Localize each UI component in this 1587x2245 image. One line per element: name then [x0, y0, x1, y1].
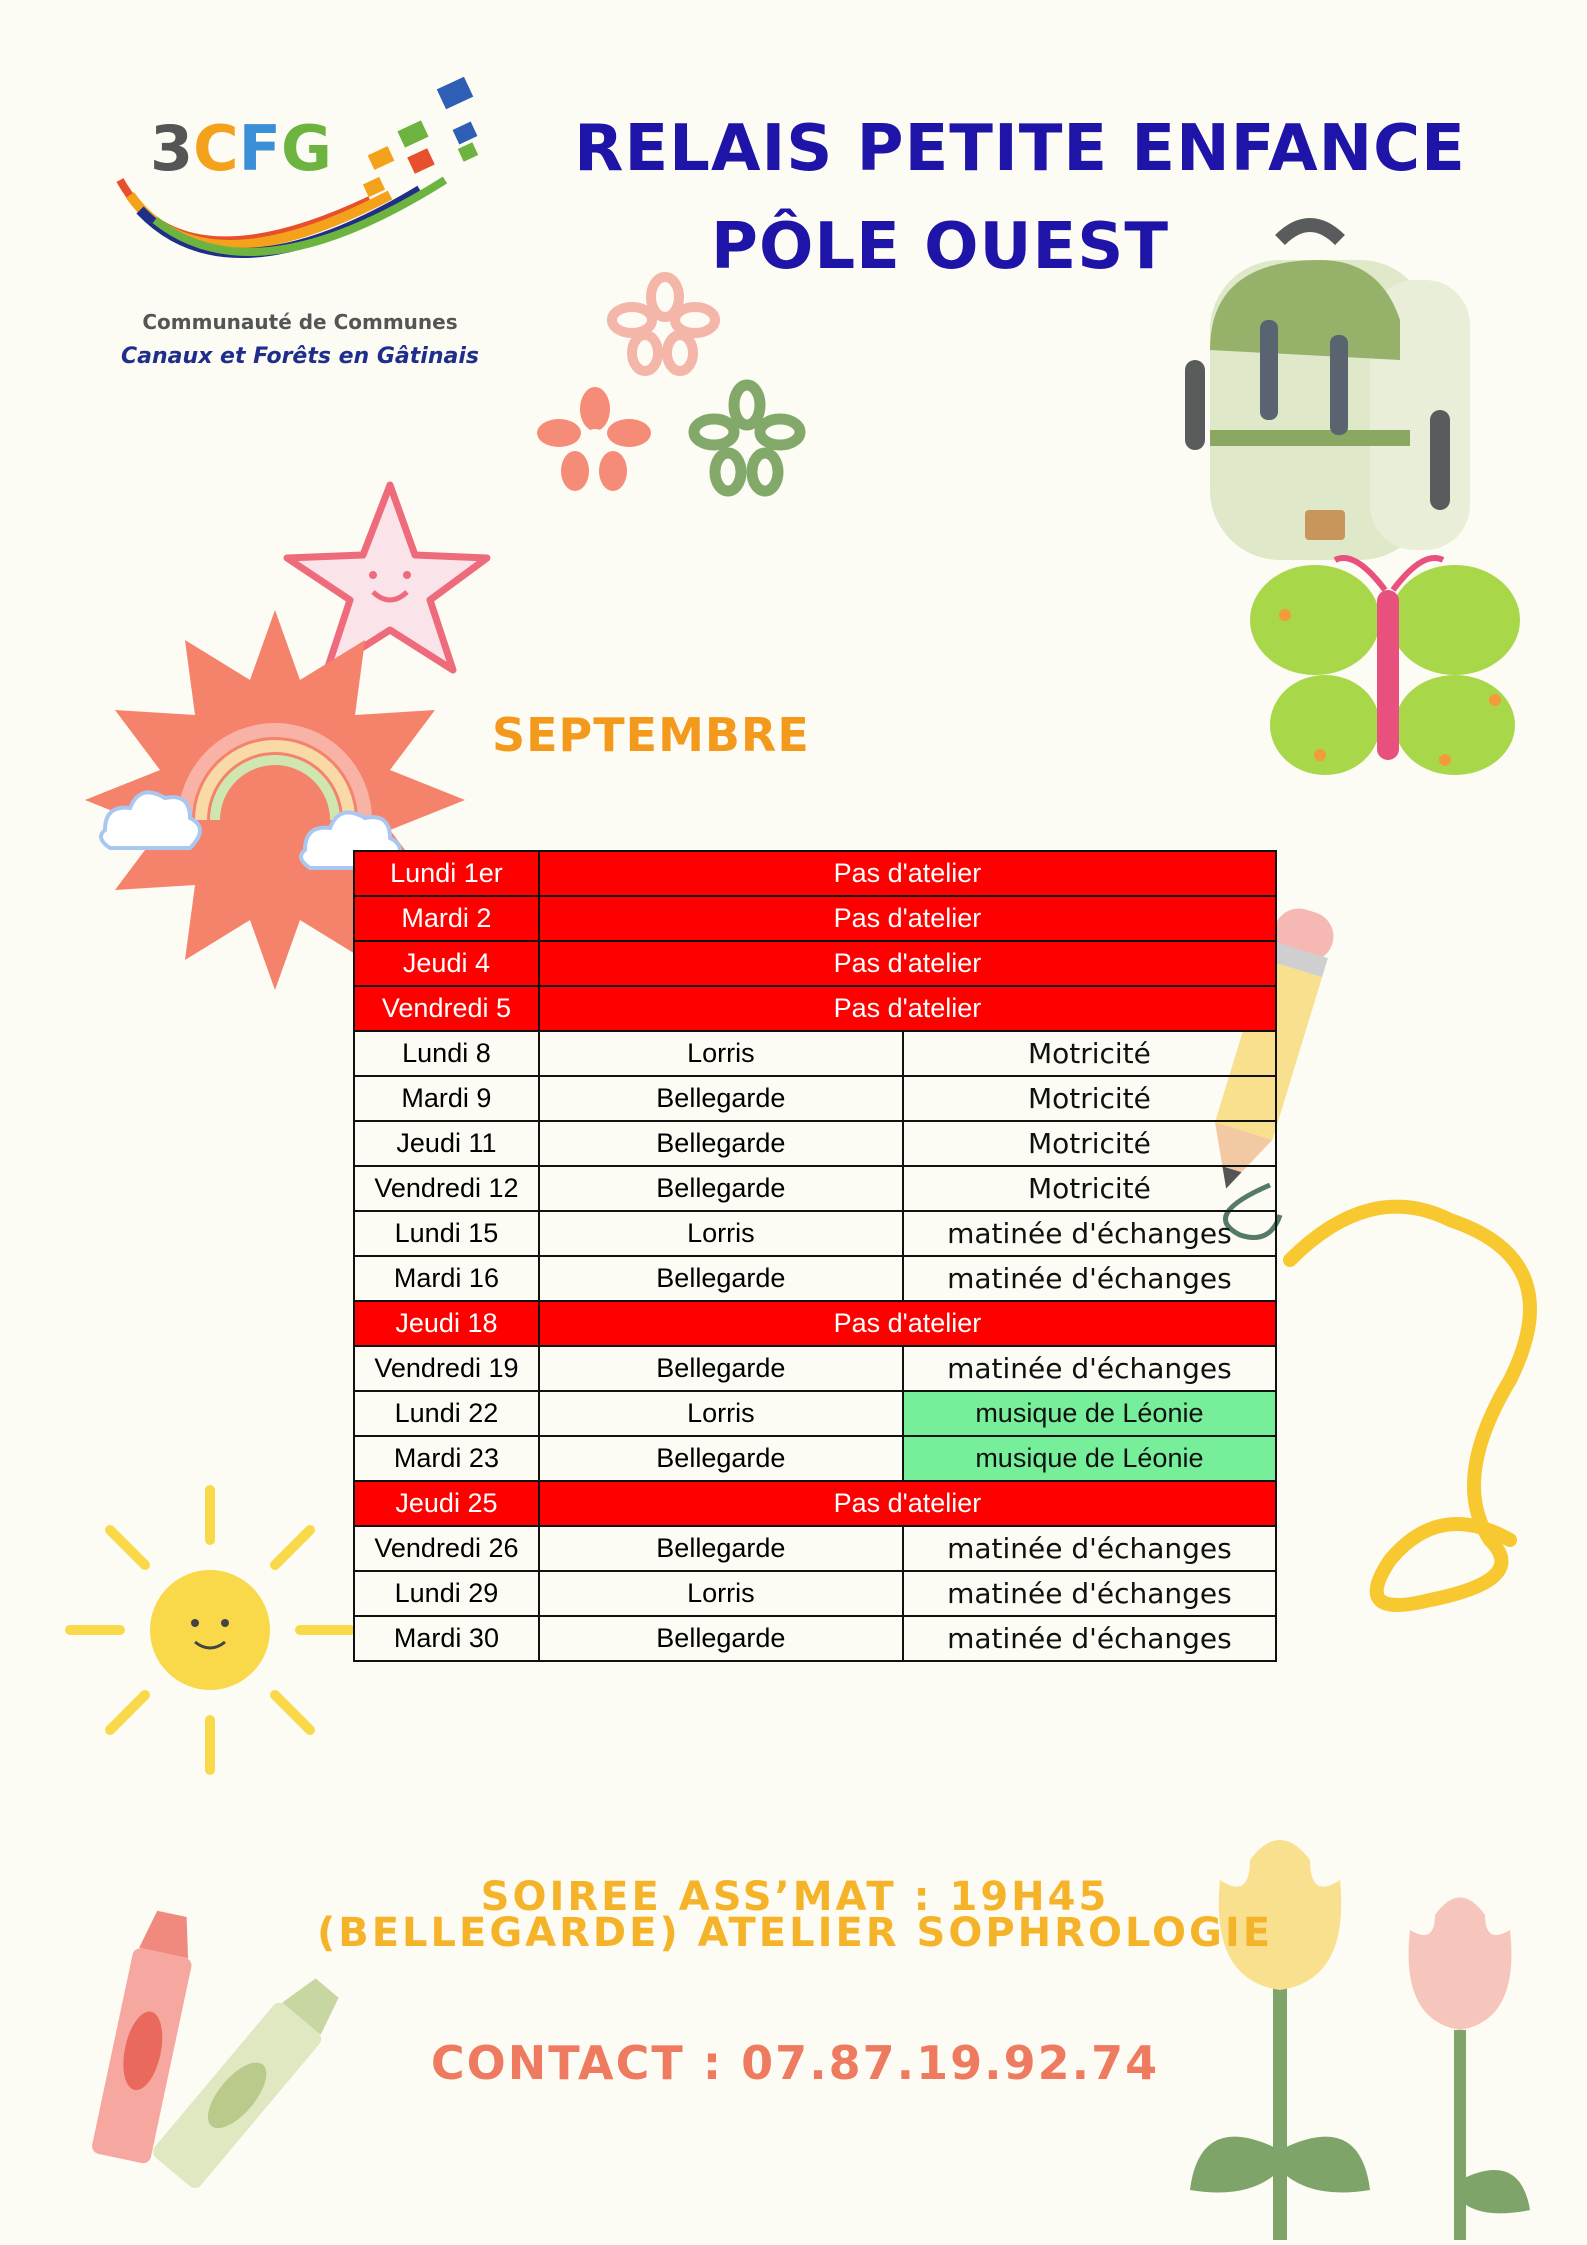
row-place: Lorris	[539, 1211, 903, 1256]
row-closed-note: Pas d'atelier	[539, 851, 1276, 896]
butterfly-icon	[1245, 540, 1535, 800]
row-activity: musique de Léonie	[903, 1391, 1276, 1436]
table-row	[354, 1076, 1276, 1121]
row-place: Bellegarde	[539, 1076, 903, 1121]
month-heading: SEPTEMBRE	[492, 708, 810, 762]
row-closed-note: Pas d'atelier	[539, 1301, 1276, 1346]
table-row	[354, 1346, 1276, 1391]
row-day: Mardi 23	[354, 1436, 539, 1481]
yellow-squiggle-icon	[1285, 1180, 1587, 1620]
table-row	[354, 1211, 1276, 1256]
row-place: Lorris	[539, 1031, 903, 1076]
logo-swoosh-icon	[110, 70, 490, 300]
row-activity: Motricité	[903, 1121, 1276, 1166]
row-activity: matinée d'échanges	[903, 1346, 1276, 1391]
table-row	[354, 1031, 1276, 1076]
table-row	[354, 1526, 1276, 1571]
row-day: Mardi 16	[354, 1256, 539, 1301]
coral-flower-icon	[535, 385, 655, 495]
row-day: Jeudi 11	[354, 1121, 539, 1166]
row-activity: Motricité	[903, 1076, 1276, 1121]
schedule-table	[353, 850, 1277, 1662]
table-row	[354, 896, 1276, 941]
row-place: Bellegarde	[539, 1256, 903, 1301]
row-day: Vendredi 26	[354, 1526, 539, 1571]
row-activity: matinée d'échanges	[903, 1571, 1276, 1616]
row-day: Vendredi 5	[354, 986, 539, 1031]
row-day: Mardi 9	[354, 1076, 539, 1121]
row-day: Vendredi 12	[354, 1166, 539, 1211]
table-row	[354, 1436, 1276, 1481]
row-place: Bellegarde	[539, 1526, 903, 1571]
row-place: Bellegarde	[539, 1616, 903, 1661]
page-title-line1: RELAIS PETITE ENFANCE	[574, 112, 1466, 186]
row-day: Lundi 1er	[354, 851, 539, 896]
row-activity: matinée d'échanges	[903, 1526, 1276, 1571]
logo-mark-text: 3CFG	[150, 112, 332, 185]
smiling-sun-icon	[60, 1480, 360, 1780]
event-line1: SOIREE ASS’MAT : 19H45	[480, 1874, 1110, 1920]
logo-community-name: Canaux et Forêts en Gâtinais	[121, 344, 479, 369]
row-activity: Motricité	[903, 1031, 1276, 1076]
logo	[110, 70, 490, 390]
row-activity: matinée d'échanges	[903, 1256, 1276, 1301]
table-row	[354, 1481, 1276, 1526]
green-flower-icon	[690, 380, 805, 500]
row-place: Lorris	[539, 1391, 903, 1436]
table-row	[354, 941, 1276, 986]
row-day: Lundi 22	[354, 1391, 539, 1436]
row-day: Mardi 30	[354, 1616, 539, 1661]
table-row	[354, 1391, 1276, 1436]
row-place: Lorris	[539, 1571, 903, 1616]
contact-phone: CONTACT : 07.87.19.92.74	[430, 2036, 1160, 2090]
row-activity: matinée d'échanges	[903, 1616, 1276, 1661]
table-row	[354, 1616, 1276, 1661]
row-day: Jeudi 4	[354, 941, 539, 986]
row-place: Bellegarde	[539, 1166, 903, 1211]
table-row	[354, 1571, 1276, 1616]
row-activity: matinée d'échanges	[903, 1211, 1276, 1256]
row-closed-note: Pas d'atelier	[539, 941, 1276, 986]
row-closed-note: Pas d'atelier	[539, 896, 1276, 941]
table-row	[354, 1301, 1276, 1346]
row-day: Mardi 2	[354, 896, 539, 941]
row-day: Lundi 8	[354, 1031, 539, 1076]
table-row	[354, 1121, 1276, 1166]
row-place: Bellegarde	[539, 1121, 903, 1166]
logo-community-label: Communauté de Communes	[142, 310, 458, 334]
row-day: Jeudi 18	[354, 1301, 539, 1346]
table-row	[354, 851, 1276, 896]
row-activity: musique de Léonie	[903, 1436, 1276, 1481]
row-activity: Motricité	[903, 1166, 1276, 1211]
table-row	[354, 1166, 1276, 1211]
pink-flower-icon	[610, 275, 720, 375]
row-place: Bellegarde	[539, 1346, 903, 1391]
table-row	[354, 986, 1276, 1031]
row-day: Vendredi 19	[354, 1346, 539, 1391]
row-day: Lundi 15	[354, 1211, 539, 1256]
page-title-line2: PÔLE OUEST	[711, 210, 1169, 284]
row-place: Bellegarde	[539, 1436, 903, 1481]
row-day: Lundi 29	[354, 1571, 539, 1616]
event-line2: (BELLEGARDE) ATELIER SOPHROLOGIE	[316, 1910, 1274, 1956]
table-row	[354, 1256, 1276, 1301]
row-closed-note: Pas d'atelier	[539, 986, 1276, 1031]
row-day: Jeudi 25	[354, 1481, 539, 1526]
row-closed-note: Pas d'atelier	[539, 1481, 1276, 1526]
